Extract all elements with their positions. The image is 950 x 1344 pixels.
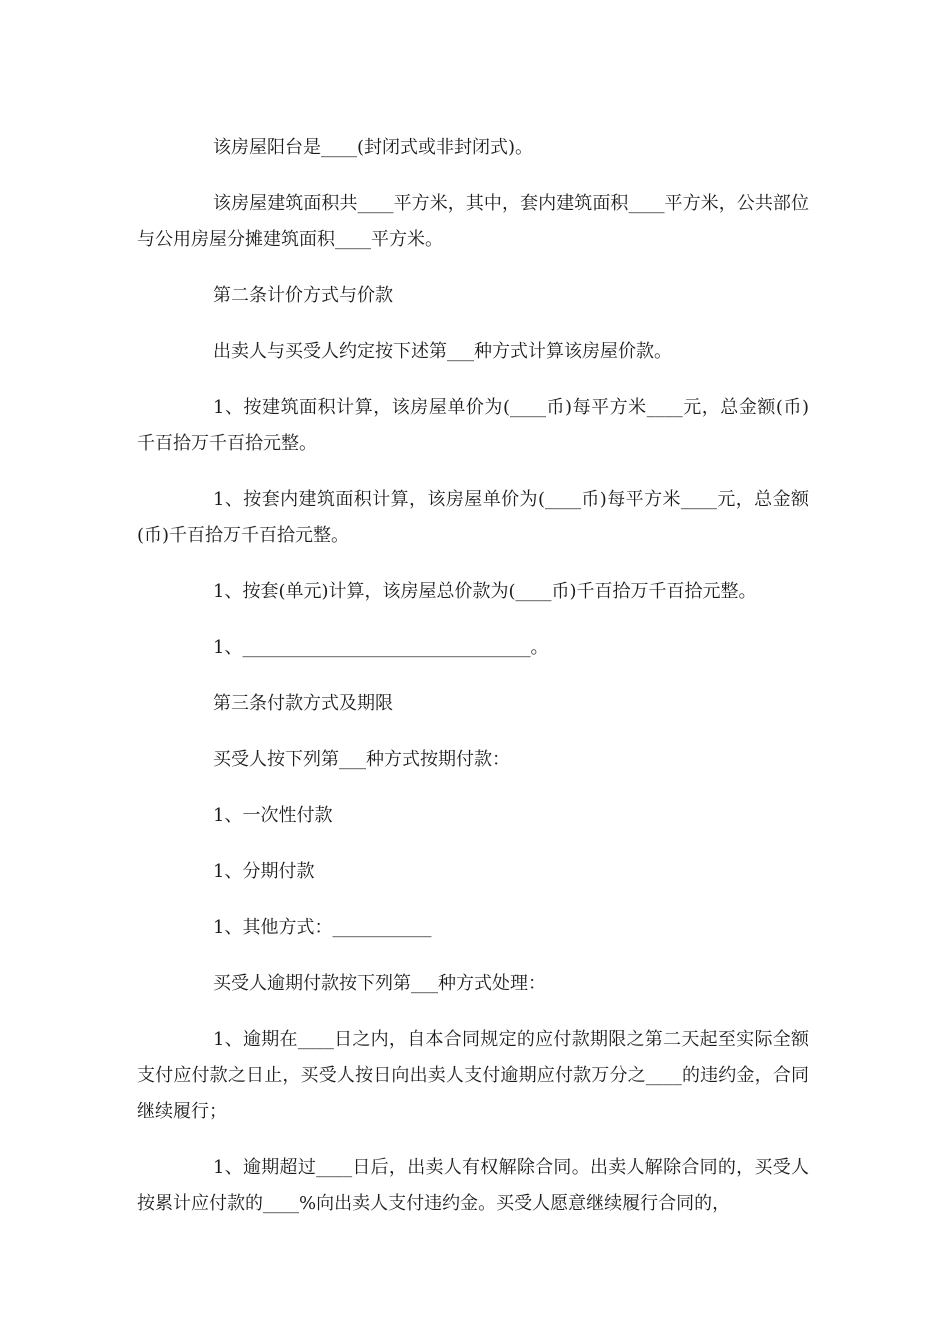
list-item-per-unit: 1、按套(单元)计算，该房屋总价款为(____币)千百拾万千百拾元整。 xyxy=(213,581,757,602)
paragraph-pricing-method: 出卖人与买受人约定按下述第___种方式计算该房屋价款。 xyxy=(213,341,672,362)
list-item-inner-area: 1、按套内建筑面积计算，该房屋单价为(____币)每平方米____元，总金额(币)千百拾万千百拾元整。 xyxy=(137,489,809,546)
section-heading-payment: 第三条付款方式及期限 xyxy=(213,693,393,714)
paragraph-balcony: 该房屋阳台是____(封闭式或非封闭式)。 xyxy=(213,137,534,158)
paragraph-payment-method: 买受人按下列第___种方式按期付款： xyxy=(213,749,510,770)
section-heading-pricing: 第二条计价方式与价款 xyxy=(213,285,393,306)
document-body xyxy=(137,130,809,1242)
paragraph-late-payment: 买受人逾期付款按下列第___种方式处理： xyxy=(213,973,546,994)
list-item-build-area: 1、按建筑面积计算，该房屋单价为(____币)每平方米____元，总金额(币)千百拾万千百拾元整。 xyxy=(137,397,809,454)
list-item-lump-sum: 1、一次性付款 xyxy=(213,805,333,826)
list-item-late-exceed: 1、逾期超过____日后，出卖人有权解除合同。出卖人解除合同的，买受人按累计应付款的____%向出卖人支付违约金。买受人愿意继续履行合同的， xyxy=(137,1157,809,1214)
list-item-other-blank: 1、________________________________。 xyxy=(213,637,549,658)
list-item-installment: 1、分期付款 xyxy=(213,861,315,882)
list-item-other-method: 1、其他方式：___________ xyxy=(213,917,432,938)
paragraph-area: 该房屋建筑面积共____平方米，其中，套内建筑面积____平方米，公共部位与公用房屋分摊建筑面积____平方米。 xyxy=(137,193,809,250)
list-item-late-within: 1、逾期在____日之内，自本合同规定的应付款期限之第二天起至实际全额支付应付款之日止，买受人按日向出卖人支付逾期应付款万分之____的违约金，合同继续履行； xyxy=(137,1029,809,1122)
